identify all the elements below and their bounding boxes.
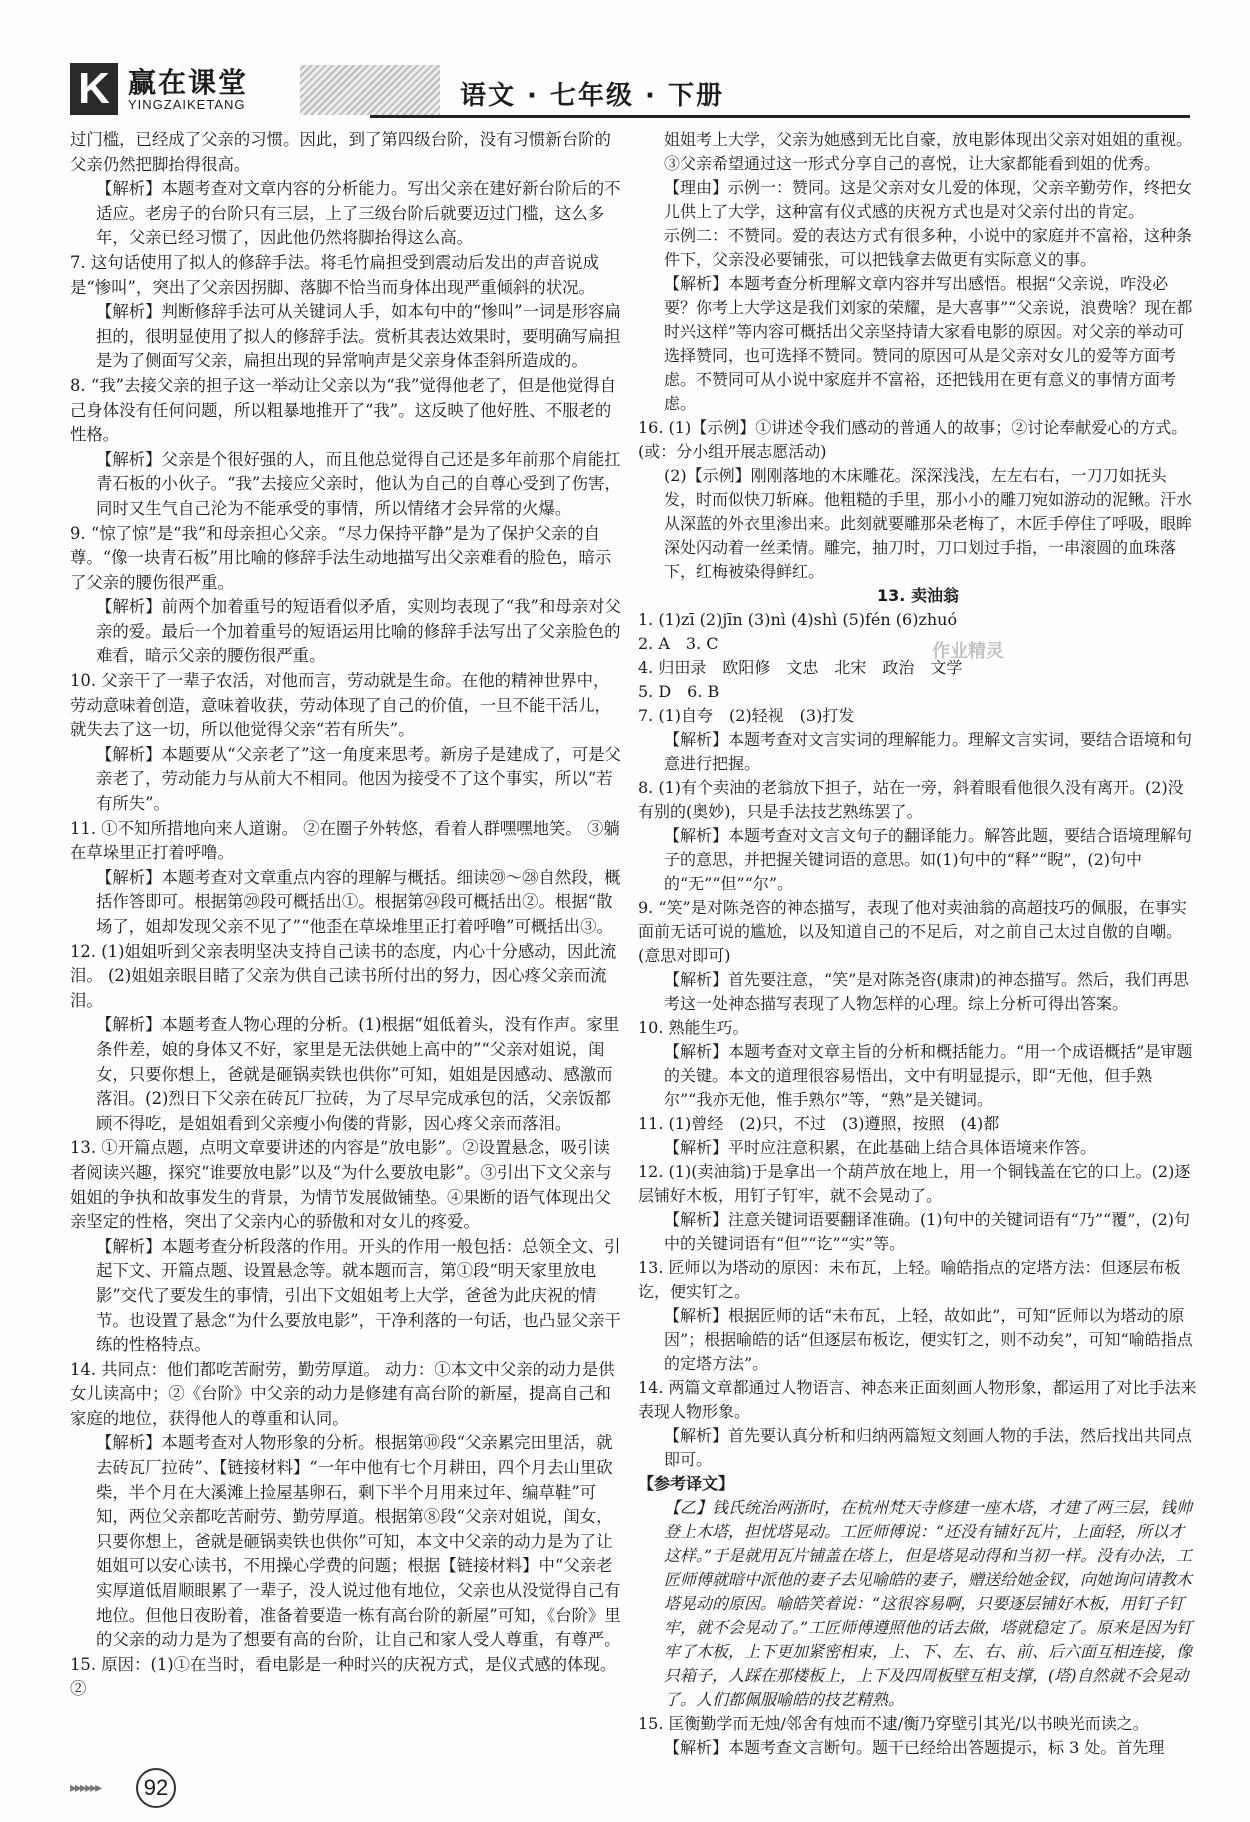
analysis-paragraph: 【解析】本题考查人物心理的分析。(1)根据“姐低着头，没有作声。家里条件差，娘的身体又不好，家里是无法供她上高中的”“父亲对姐说，闺女，只要你想上，爸就是砸锅卖铁也供你”可知，姐姐是因感动、感激而落泪。(2)烈日下父亲在砖瓦厂拉砖，为了尽早完成承包的活，父亲饭都顾不得吃，是姐姐看到父亲瘦小佝偻的背影，因心疼父亲而落泪。 xyxy=(96,1015,620,1133)
analysis-paragraph: 【解析】本题考查对文言文句子的翻译能力。解答此题，要结合语境理解句子的意思，并把握关键词语的意思。如(1)句中的“释”“睨”，(2)句中的“无”“但”“尔”。 xyxy=(664,826,1193,893)
answer-paragraph: 4. 归田录 欧阳修 文忠 北宋 政治 文学 xyxy=(638,658,963,677)
answer-paragraph: 5. D 6. B xyxy=(638,682,720,701)
answer-paragraph: 15. 原因：(1)①在当时，看电影是一种时兴的庆祝方式，是仪式感的体现。② xyxy=(70,1654,617,1699)
page-header xyxy=(70,55,1190,120)
left-column xyxy=(70,128,622,1702)
answer-paragraph: 2. A 3. C xyxy=(638,634,719,653)
answer-paragraph: 9. “惊了惊”是“我”和母亲担心父亲。“尽力保持平静”是为了保护父亲的自尊。“像一块青石板”用比喻的修辞手法生动地描写出父亲难看的脸色，暗示了父亲的腰伤很严重。 xyxy=(70,523,612,592)
answer-paragraph: 7. 这句话使用了拟人的修辞手法。将毛竹扁担受到震动后发出的声音说成是“惨叫”，突出了父亲因拐脚、落脚不恰当而身体出现严重倾斜的状况。 xyxy=(70,252,599,297)
analysis-paragraph: 【解析】注意关键词语要翻译准确。(1)句中的关键词语有“乃”“覆”，(2)句中的关键词语有“但”“讫”“实”等。 xyxy=(664,1210,1191,1253)
answer-paragraph: 12. (1)(卖油翁)于是拿出一个葫芦放在地上，用一个铜钱盖在它的口上。(2)逐层铺好木板，用钉子钉牢，就不会晃动了。 xyxy=(638,1162,1191,1205)
watermark-stamp: 作业精灵 xyxy=(932,641,1004,662)
analysis-paragraph: 【解析】平时应注意积累，在此基础上结合具体语境来作答。 xyxy=(664,1138,1097,1157)
answer-paragraph: 13. 匠师以为塔动的原因：未布瓦，上轻。喻皓指点的定塔方法：但逐层布板讫，便实钉之。 xyxy=(638,1258,1181,1301)
answer-paragraph: 8. “我”去接父亲的担子这一举动让父亲以为“我”觉得他老了，但是他觉得自己身体没有任何问题，所以粗暴地推开了“我”。这反映了他好胜、不服老的性格。 xyxy=(70,375,617,445)
analysis-paragraph: 【解析】父亲是个很好强的人，而且他总觉得自己还是多年前那个肩能扛青石板的小伙子。“我”去接应父亲时，他认为自己的自尊心受到了伤害，同时又生气自己沦为不能承受的事情，所以情绪才会异常的火爆。 xyxy=(96,449,621,518)
answer-paragraph: 15. 匡衡勤学而无烛/邻舍有烛而不逮/衡乃穿壁引其光/以书映光而读之。 xyxy=(638,1714,1149,1733)
section-title: 13. 卖油翁 xyxy=(877,586,959,605)
answer-paragraph: 11. (1)曾经 (2)只，不过 (3)遵照，按照 (4)都 xyxy=(638,1114,1000,1133)
answer-paragraph: 14. 两篇文章都通过人物语言、神态来正面刻画人物形象，都运用了对比手法来表现人物形象。 xyxy=(638,1378,1197,1421)
answer-paragraph: 8. (1)有个卖油的老翁放下担子，站在一旁，斜着眼看他很久没有离开。(2)没有别的(奥妙)，只是手法技艺熟练罢了。 xyxy=(638,778,1184,821)
brand-title: 赢在课堂 xyxy=(128,66,249,99)
analysis-paragraph: 【解析】首先要认真分析和归纳两篇短文刻画人物的手法，然后找出共同点即可。 xyxy=(664,1426,1193,1469)
analysis-paragraph: 【解析】本题考查文言断句。题干已经给出答题提示，标 3 处。首先理 xyxy=(664,1738,1165,1757)
answer-paragraph: 14. 共同点：他们都吃苦耐劳，勤劳厚道。 动力：①本文中父亲的动力是供女儿读高中；②《台阶》中父亲的动力是修建有高台阶的新屋，提高自己和家庭的地位，获得他人的尊重和认同。 xyxy=(70,1359,615,1428)
answer-paragraph: 姐姐考上大学，父亲为她感到无比自豪，放电影体现出父亲对姐姐的重视。③父亲希望通过这一形式分享自己的喜悦，让大家都能看到姐的优秀。 xyxy=(664,130,1193,173)
analysis-paragraph: 【解析】本题要从“父亲老了”这一角度来思考。新房子是建成了，可是父亲老了，劳动能力与从前大不相同。他因为接受不了这个事实，所以“若有所失”。 xyxy=(96,744,621,814)
header-rule xyxy=(370,115,1190,118)
page-number: 92 xyxy=(136,1768,176,1808)
analysis-paragraph: 【解析】本题考查对文言实词的理解能力。理解文言实词，要结合语境和句意进行把握。 xyxy=(664,730,1193,773)
answer-paragraph: 过门槛，已经成了父亲的习惯。因此，到了第四级台阶，没有习惯新台阶的父亲仍然把脚抬得很高。 xyxy=(70,130,611,174)
answer-paragraph: (2)【示例】刚刚落地的木床雕花。深深浅浅，左左右右，一刀刀如抚头发，时而似快刀斩麻。他粗糙的手里，那小小的雕刀宛如游动的泥鳅。汗水从深蓝的外衣里渗出来。此刻就要雕那朵老梅了，木匠手停住了呼吸，眼眸深处闪动着一丝柔情。雕完，抽刀时，刀口划过手指，一串滚圆的血珠落下，红梅被染得鲜红。 xyxy=(664,466,1193,581)
answer-paragraph: 10. 熟能生巧。 xyxy=(638,1018,749,1037)
logo-k-icon: K xyxy=(70,63,118,115)
analysis-paragraph: 【解析】本题考查对人物形象的分析。根据第⑩段“父亲累完田里活，就去砖瓦厂拉砖”、【链接材料】“一年中他有七个月耕田，四个月去山里砍柴，半个月在大溪滩上捡屋基卵石，剩下半个月用来过年、编草鞋”可知，两位父亲都吃苦耐劳、勤劳厚道。根据第⑧段“父亲对姐说，闺女，只要你想上，爸就是砸锅卖铁也供你”可知，本文中父亲的动力是为了让姐姐可以安心读书，不用操心学费的问题；根据【链接材料】中“父亲老实厚道低眉顺眼累了一辈子，没人说过他有地位，父亲也从没觉得自己有地位。但他日夜盼着，准备着要造一栋有高台阶的新屋”可知，《台阶》里的父亲的动力是为了想要有高的台阶，让自己和家人受人尊重，有尊严。 xyxy=(96,1433,621,1650)
answer-paragraph: 13. ①开篇点题，点明文章要讲述的内容是“放电影”。②设置悬念，吸引读者阅读兴趣，探究“谁要放电影”以及“为什么要放电影”。③引出下文父亲与姐姐的争执和故事发生的背景，为情节发展做铺垫。④果断的语气体现出父亲坚定的性格，突出了父亲内心的骄傲和对女儿的疼爱。 xyxy=(70,1138,612,1232)
answer-paragraph: 12. (1)姐姐听到父亲表明坚决支持自己读书的态度，内心十分感动，因此流泪。 (2)姐姐亲眼目睹了父亲为供自己读书所付出的努力，因心疼父亲而流泪。 xyxy=(70,941,617,1010)
translation-paragraph: 【乙】钱氏统治两浙时，在杭州梵天寺修建一座木塔，才建了两三层，钱帅登上木塔，担忧塔晃动。工匠师傅说：“还没有铺好瓦片，上面轻，所以才这样。”于是就用瓦片铺盖在塔上，但是塔晃动得和当初一样。没有办法，工匠师傅就暗中派他的妻子去见喻皓的妻子，赠送给她金钗，向她询问请教木塔晃动的原因。喻皓笑着说：“这很容易啊，只要逐层铺好木板，用钉子钉牢，就不会晃动了。”工匠师傅遵照他的话去做，塔就稳定了。原来是因为钉牢了木板，上下更加紧密相束，上、下、左、右、前、后六面互相连接，像只箱子，人踩在那楼板上，上下及四周板壁互相支撑，(塔)自然就不会晃动了。人们都佩服喻皓的技艺精熟。 xyxy=(664,1498,1193,1709)
analysis-paragraph: 【解析】首先要注意，“笑”是对陈尧咨(康肃)的神态描写。然后，我们再思考这一处神态描写表现了人物怎样的心理。综上分析可得出答案。 xyxy=(664,970,1189,1013)
analysis-paragraph: 【解析】本题考查对文章主旨的分析和概括能力。“用一个成语概括”是审题的关键。本文的道理很容易悟出，文中有明显提示，即“无他，但手熟尔”“我亦无他，惟手熟尔”等，“熟”是关键词。 xyxy=(664,1042,1193,1109)
answer-paragraph: 11. ①不知所措地向来人道谢。 ②在圈子外转悠，看着人群嘿嘿地笑。 ③躺在草垛里正打着呼噜。 xyxy=(70,818,620,863)
analysis-paragraph: 【解析】本题考查对文章重点内容的理解与概括。细读⑳～㉘自然段，概括作答即可。根据第⑳段可概括出①。根据第㉔段可概括出②。根据“散场了，姐却发现父亲不见了”“他歪在草垛堆里正打着呼噜”可概括出③。 xyxy=(96,867,621,936)
arrows-decoration-icon: ▸▸▸▸▸▸ xyxy=(70,1780,101,1796)
answer-paragraph: 7. (1)自夸 (2)轻视 (3)打发 xyxy=(638,706,855,725)
answer-paragraph: 16. (1)【示例】①讲述令我们感动的普通人的故事；②讨论奉献爱心的方式。(或：分小组开展志愿活动) xyxy=(638,418,1188,461)
answer-paragraph: 10. 父亲干了一辈子农活，对他而言，劳动就是生命。在他的精神世界中，劳动意味着创造，意味着收获，劳动体现了自己的价值，一旦不能干活儿，就失去了这一切，所以他觉得父亲“若有所失”。 xyxy=(70,671,611,740)
right-column xyxy=(638,128,1198,1760)
analysis-paragraph: 【解析】本题考查分析段落的作用。开头的作用一般包括：总领全文、引起下文、开篇点题、设置悬念等。就本题而言，第①段“明天家里放电影”交代了要发生的事情，引出下文姐姐考上大学，爸爸为此庆祝的情节。也设置了悬念“为什么要放电影”，干净利落的一句话，也凸显父亲干练的性格特点。 xyxy=(96,1236,621,1355)
analysis-paragraph: 【解析】本题考查分析理解文章内容并写出感悟。根据“父亲说，咋没必要？你考上大学这是我们刘家的荣耀，是大喜事”“父亲说，浪费啥？现在都时兴这样”等内容可概括出父亲坚持请大家看电影的原因。对父亲的举动可选择赞同，也可选择不赞同。赞同的原因可从是父亲对女儿的爱等方面考虑。不赞同可从小说中家庭并不富裕，还把钱用在更有意义的事情方面考虑。 xyxy=(664,274,1193,413)
answer-paragraph: 示例二：不赞同。爱的表达方式有很多种，小说中的家庭并不富裕，这种条件下，父亲没必要铺张，可以把钱拿去做更有实际意义的事。 xyxy=(664,226,1193,269)
answer-paragraph: 1. (1)zī (2)jīn (3)nì (4)shì (5)fén (6)zhuó xyxy=(638,610,958,629)
analysis-paragraph: 【解析】本题考查对文章内容的分析能力。写出父亲在建好新台阶后的不适应。老房子的台阶只有三层，上了三级台阶后就要迈过门槛，这么多年，父亲已经习惯了，因此他仍然将脚抬得这么高。 xyxy=(96,179,621,248)
hatch-decoration xyxy=(300,65,440,115)
reference-label: 【参考译文】 xyxy=(638,1474,735,1493)
answer-paragraph: 【理由】示例一：赞同。这是父亲对女儿爱的体现，父亲辛勤劳作，终把女儿供上了大学，这种富有仪式感的庆祝方式也是对父亲付出的肯定。 xyxy=(664,178,1193,221)
brand-pinyin: YINGZAIKETANG xyxy=(128,97,246,112)
analysis-paragraph: 【解析】前两个加着重号的短语看似矛盾，实则均表现了“我”和母亲对父亲的爱。最后一个加着重号的短语运用比喻的修辞手法写出了父亲脸色的难看，暗示父亲的腰伤很严重。 xyxy=(96,597,621,666)
answer-paragraph: 9. “笑”是对陈尧咨的神态描写，表现了他对卖油翁的高超技巧的佩服，在事实面前无话可说的尴尬，以及知道自己的不足后，对之前自己太过自傲的自嘲。(意思对即可) xyxy=(638,898,1187,965)
analysis-paragraph: 【解析】根据匠师的话“未布瓦，上轻，故如此”，可知“匠师以为塔动的原因”；根据喻皓的话“但逐层布板讫，便实钉之，则不动矣”，可知“喻皓指点的定塔方法”。 xyxy=(664,1306,1193,1373)
analysis-paragraph: 【解析】判断修辞手法可从关键词人手，如本句中的“惨叫”一词是形容扁担的，很明显使用了拟人的修辞手法。赏析其表达效果时，要明确写扁担是为了侧面写父亲，扁担出现的异常响声是父亲身体歪斜所造成的。 xyxy=(96,302,621,371)
subject-title: 语文 · 七年级 · 下册 xyxy=(460,81,724,111)
